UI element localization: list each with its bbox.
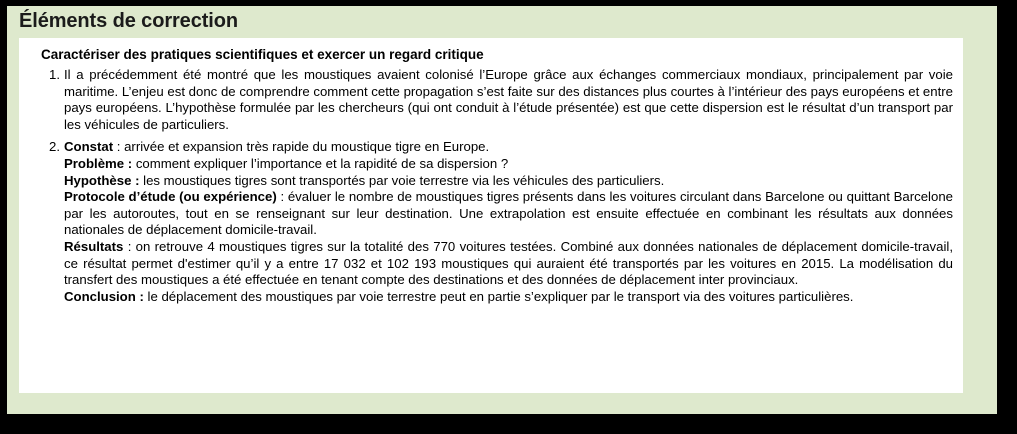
block-protocole	[64, 189, 953, 239]
answers-list	[30, 67, 953, 305]
block-label: Conclusion :	[64, 288, 144, 304]
answer-2-blocks	[64, 139, 953, 305]
block-label: Constat	[64, 139, 114, 155]
block-text: arrivée et expansion très rapide du moustique tigre en Europe.	[124, 139, 490, 155]
block-text: évaluer le nombre de moustiques tigres présents dans les voitures circulant dans Barcelone ou quittant Barcelone par les autoroutes, tout en se renseignant sur leur destination. Une extrapolation est ensuite effectuée en combinant les résultats aux données nationales de déplacement domicile-travail.	[64, 189, 953, 238]
block-separator: :	[123, 238, 136, 254]
block-label: Problème :	[64, 155, 133, 171]
block-resultats	[64, 239, 953, 289]
block-label: Résultats	[64, 238, 124, 254]
block-separator: :	[113, 139, 125, 155]
block-text: les moustiques tigres sont transportés par voie terrestre via les véhicules des particuliers.	[143, 172, 665, 188]
list-item	[30, 67, 953, 133]
block-text: le déplacement des moustiques par voie terrestre peut en partie s’expliquer par le transport via des voitures particulières.	[147, 288, 854, 304]
block-constat	[64, 139, 953, 156]
list-item	[30, 139, 953, 305]
section-heading: Caractériser des pratiques scientifiques et exercer un regard critique	[41, 47, 484, 62]
block-label: Hypothèse :	[64, 172, 140, 188]
block-text: comment expliquer l’importance et la rapidité de sa dispersion ?	[135, 155, 509, 171]
block-text: on retrouve 4 moustiques tigres sur la totalité des 770 voitures testées. Combiné aux données nationales de déplacement domicile-travail, ce résultat permet d'estimer qu’il y a entre 17 032 et 102 193 moustiques qui auraient été transportés par les voitures en 2015. La modélisation du transfert des moustiques a été effectuée en tenant compte des destinations et des données de déplacement inter provinciaux.	[64, 238, 953, 288]
block-label: Protocole d’étude (ou expérience)	[64, 189, 277, 205]
block-hypothese	[64, 173, 953, 190]
green-panel	[7, 6, 997, 414]
block-probleme	[64, 156, 953, 173]
document-title-bar	[7, 6, 997, 37]
block-conclusion	[64, 289, 953, 306]
block-separator: :	[276, 189, 288, 205]
page-title: Éléments de correction	[19, 10, 238, 32]
answer-1-text: Il a précédemment été montré que les moustiques avaient colonisé l’Europe grâce aux échanges commerciaux mondiaux, principalement par voie maritime. L’enjeu est donc de comprendre comment cette propagation s’est faite sur des distances plus courtes à l’intérieur des pays européens et entre pays européens. L’hypothèse formulée par les chercheurs (qui ont conduit à l’étude présentée) est que cette dispersion est le résultat d’un transport par les véhicules de particuliers.	[64, 67, 953, 132]
list-marker: 1.	[49, 67, 60, 82]
answer-card	[19, 38, 963, 393]
list-marker: 2.	[49, 139, 60, 155]
